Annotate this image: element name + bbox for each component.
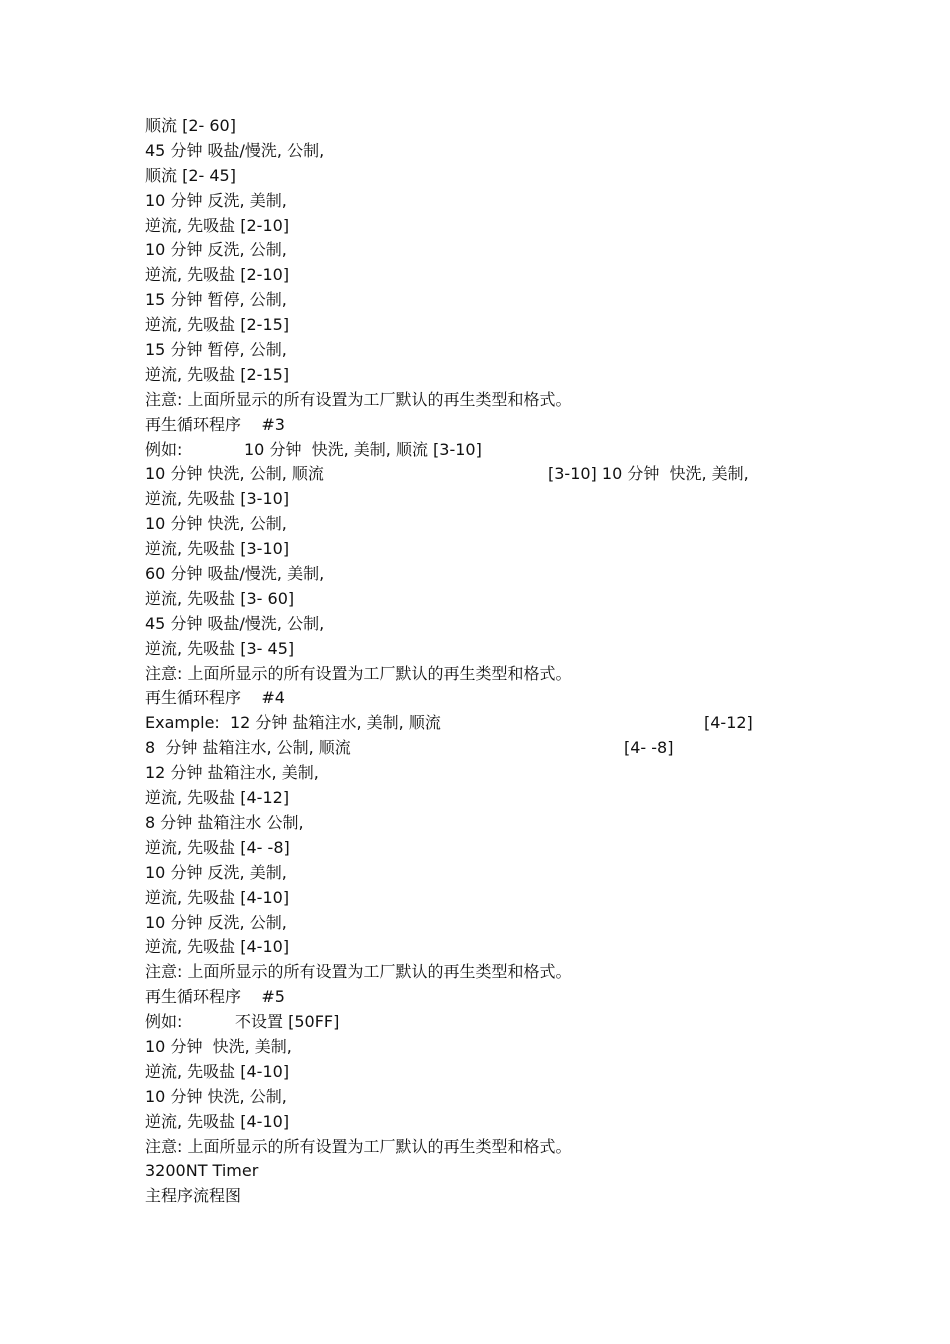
line-text: 注意: 上面所显示的所有设置为工厂默认的再生类型和格式。 (145, 663, 572, 683)
text-line (145, 811, 845, 836)
text-line (145, 363, 845, 388)
text-line (145, 935, 845, 960)
line-text: 10 分钟 快洗, 公制, 顺流 (145, 464, 324, 484)
line-text: 逆流, 先吸盐 [2-15] (145, 364, 290, 384)
line-text: 主程序流程图 (145, 1186, 242, 1206)
line-text: 逆流, 先吸盐 [4-10] (145, 887, 290, 907)
line-text: 8 分钟 盐箱注水, 公制, 顺流 (145, 738, 351, 758)
line-text: 注意: 上面所显示的所有设置为工厂默认的再生类型和格式。 (145, 389, 572, 409)
line-text: 10 分钟 快洗, 公制, (145, 1086, 287, 1106)
text-line (145, 1060, 845, 1085)
line-text: 60 分钟 吸盐/慢洗, 美制, (145, 564, 325, 584)
line-text: 逆流, 先吸盐 [2-10] (145, 265, 290, 285)
text-line (145, 587, 845, 612)
line-text: 再生循环程序 #3 (145, 414, 285, 434)
line-text: 逆流, 先吸盐 [3-10] (145, 489, 290, 509)
document-body (145, 114, 845, 1209)
text-line (145, 139, 845, 164)
line-text: 45 分钟 吸盐/慢洗, 公制, (145, 140, 325, 160)
text-line (145, 438, 845, 463)
text-line (145, 960, 845, 985)
text-line (145, 214, 845, 239)
text-line (145, 886, 845, 911)
text-line (145, 911, 845, 936)
line-text: 10 分钟 快洗, 美制, (145, 1036, 292, 1056)
line-text: 10 分钟 反洗, 公制, (145, 912, 287, 932)
line-text: 逆流, 先吸盐 [4- -8] (145, 837, 290, 857)
line-text: 再生循环程序 #5 (145, 987, 285, 1007)
text-line (145, 189, 845, 214)
text-line (145, 462, 845, 487)
line-text: 逆流, 先吸盐 [3- 45] (145, 638, 295, 658)
line-text-right: [3-10] 10 分钟 快洗, 美制, (548, 464, 749, 484)
line-text: 逆流, 先吸盐 [3- 60] (145, 588, 295, 608)
text-line (145, 1110, 845, 1135)
line-text: 12 分钟 盐箱注水, 美制, (145, 763, 319, 783)
line-text-right: 10 分钟 快洗, 美制, 顺流 [3-10] (244, 439, 482, 459)
text-line (145, 263, 845, 288)
line-text: 顺流 [2- 60] (145, 116, 236, 135)
text-line (145, 761, 845, 786)
text-line (145, 1010, 845, 1035)
text-line (145, 238, 845, 263)
text-line (145, 836, 845, 861)
line-text: 45 分钟 吸盐/慢洗, 公制, (145, 613, 325, 633)
line-text: 逆流, 先吸盐 [4-12] (145, 788, 290, 808)
line-text: 10 分钟 反洗, 公制, (145, 240, 287, 260)
line-text: 再生循环程序 #4 (145, 688, 285, 708)
line-text: 注意: 上面所显示的所有设置为工厂默认的再生类型和格式。 (145, 962, 572, 982)
line-text: 3200NT Timer (145, 1161, 259, 1181)
line-text: 例如: (145, 439, 183, 459)
line-text: 10 分钟 反洗, 美制, (145, 862, 287, 882)
text-line (145, 1135, 845, 1160)
line-text: 10 分钟 快洗, 公制, (145, 514, 287, 534)
line-text-right: [4-12] (704, 713, 753, 733)
text-line (145, 288, 845, 313)
line-text-right: [4- -8] (624, 738, 674, 758)
text-line (145, 1035, 845, 1060)
line-text: 逆流, 先吸盐 [4-10] (145, 937, 290, 957)
text-line (145, 612, 845, 637)
text-line (145, 736, 845, 761)
text-line (145, 388, 845, 413)
line-text: 逆流, 先吸盐 [4-10] (145, 1061, 290, 1081)
line-text: 10 分钟 反洗, 美制, (145, 190, 287, 210)
text-line (145, 1085, 845, 1110)
text-line (145, 164, 845, 189)
text-line (145, 686, 845, 711)
line-text: 8 分钟 盐箱注水 公制, (145, 812, 304, 832)
text-line (145, 786, 845, 811)
line-text: 逆流, 先吸盐 [4-10] (145, 1111, 290, 1131)
line-text-right: 不设置 [50FF] (235, 1012, 340, 1032)
line-text: 逆流, 先吸盐 [3-10] (145, 539, 290, 559)
text-line (145, 985, 845, 1010)
text-line (145, 537, 845, 562)
text-line (145, 711, 845, 736)
text-line (145, 562, 845, 587)
text-line (145, 338, 845, 363)
text-line (145, 487, 845, 512)
text-line (145, 637, 845, 662)
text-line (145, 861, 845, 886)
text-line (145, 413, 845, 438)
line-text: 注意: 上面所显示的所有设置为工厂默认的再生类型和格式。 (145, 1136, 572, 1156)
line-text: 15 分钟 暂停, 公制, (145, 290, 287, 310)
line-text: 15 分钟 暂停, 公制, (145, 340, 287, 360)
text-line (145, 662, 845, 687)
text-line (145, 313, 845, 338)
line-text: 逆流, 先吸盐 [2-15] (145, 315, 290, 335)
line-text: Example: 12 分钟 盐箱注水, 美制, 顺流 (145, 713, 441, 733)
line-text: 逆流, 先吸盐 [2-10] (145, 215, 290, 235)
text-line (145, 512, 845, 537)
text-line (145, 1159, 845, 1184)
line-text: 顺流 [2- 45] (145, 165, 236, 185)
line-text: 例如: (145, 1012, 183, 1032)
text-line (145, 1184, 845, 1209)
text-line (145, 114, 845, 139)
